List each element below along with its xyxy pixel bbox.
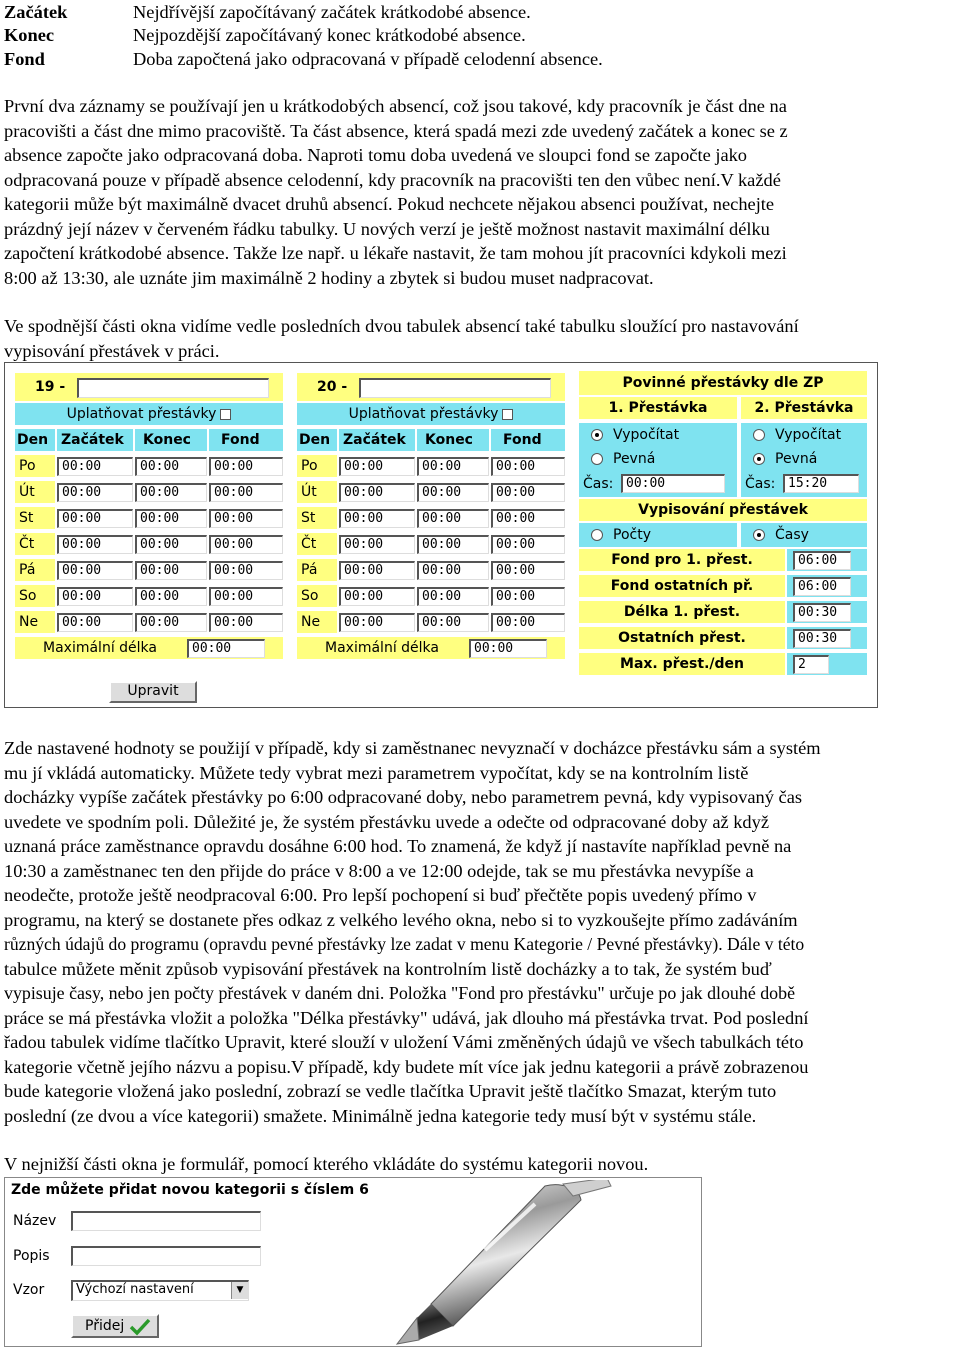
radio-icon[interactable] bbox=[591, 453, 603, 465]
definition-desc: Doba započtená jako odpracovaná v případě celodenní absence. bbox=[133, 49, 603, 69]
description-label: Popis bbox=[13, 1248, 50, 1264]
fund-input[interactable]: 00:00 bbox=[491, 457, 565, 476]
day-cell: So bbox=[15, 585, 55, 607]
fund-input[interactable]: 00:00 bbox=[491, 535, 565, 554]
setting-label: Délka 1. přest. bbox=[579, 601, 785, 623]
start-input[interactable]: 00:00 bbox=[57, 535, 133, 554]
fund-input[interactable]: 00:00 bbox=[209, 561, 283, 580]
text-line: neodečte, protože ještě neodpracoval 6:00. Pro lepší pochopení si buď přečtěte popis uvedený přímo v bbox=[4, 885, 757, 905]
start-input[interactable]: 00:00 bbox=[339, 457, 415, 476]
paragraph-4: V nejnižší části okna je formulář, pomocí kterého vkládáte do systému kategorii novou. bbox=[4, 1154, 649, 1174]
break-2-calc-option[interactable] bbox=[741, 423, 867, 447]
header-den: Den bbox=[297, 429, 337, 451]
text-line: Ve spodnější části okna vidíme vedle posledních dvou tabulek absencí také tabulku sloužící pro nastavování bbox=[4, 316, 799, 336]
day-cell: Út bbox=[297, 481, 337, 503]
radio-selected-icon[interactable] bbox=[753, 453, 765, 465]
start-input[interactable]: 00:00 bbox=[339, 535, 415, 554]
end-input[interactable]: 00:00 bbox=[135, 457, 207, 476]
start-input[interactable]: 00:00 bbox=[57, 613, 133, 632]
category-name-input[interactable] bbox=[77, 378, 269, 398]
start-input[interactable]: 00:00 bbox=[339, 613, 415, 632]
end-input[interactable]: 00:00 bbox=[417, 535, 489, 554]
break-1-calc-option[interactable] bbox=[579, 423, 737, 447]
template-select[interactable] bbox=[71, 1280, 249, 1301]
day-cell: Ne bbox=[297, 611, 337, 633]
fund-input[interactable]: 00:00 bbox=[209, 587, 283, 606]
end-input[interactable]: 00:00 bbox=[417, 561, 489, 580]
end-input[interactable]: 00:00 bbox=[135, 613, 207, 632]
day-cell: Po bbox=[15, 455, 55, 477]
category-name-input[interactable] bbox=[359, 378, 551, 398]
day-cell: Čt bbox=[15, 533, 55, 555]
day-cell: Čt bbox=[297, 533, 337, 555]
fund-input[interactable]: 00:00 bbox=[209, 457, 283, 476]
start-input[interactable]: 00:00 bbox=[339, 561, 415, 580]
end-input[interactable]: 00:00 bbox=[135, 509, 207, 528]
end-input[interactable]: 00:00 bbox=[417, 457, 489, 476]
text-line: kategorie včetně jejího názvu a popisu.V případě, kdy budete mít více jak jednu kategorii a právě zobrazenou bbox=[4, 1056, 809, 1077]
start-input[interactable]: 00:00 bbox=[57, 509, 133, 528]
text-line: vypisuje časy, nebo jen počty přestávek v daném dni. Položka "Fond pro přestávku" určuje po jak dlouhé době bbox=[4, 983, 796, 1003]
absence-table-20 bbox=[297, 373, 565, 656]
text-line: absence započte jako odpracovaná doba. Naproti tomu doba uvedená ve sloupci fond se započte jako bbox=[4, 145, 747, 165]
setting-label: Fond pro 1. přest. bbox=[579, 549, 785, 571]
text-line: vypisování přestávek v práci. bbox=[4, 340, 220, 361]
form-title: Zde můžete přidat novou kategorii s číslem 6 bbox=[11, 1182, 369, 1198]
listing-title: Vypisování přestávek bbox=[579, 499, 867, 521]
text-line: uznaná práce zaměstnance opravdu dosáhne 6:00 hod. To znamená, že když jí nastavíte například pevně na bbox=[4, 836, 792, 856]
counts-label: Počty bbox=[613, 527, 651, 543]
new-category-form bbox=[4, 1177, 702, 1347]
setting-input[interactable]: 06:00 bbox=[793, 577, 851, 596]
apply-breaks-checkbox[interactable] bbox=[220, 409, 231, 420]
text-line: prázdný její název v červeném řádku tabulky. U nových verzí je ještě možnost nastavit maximální délku bbox=[4, 218, 770, 239]
start-input[interactable]: 00:00 bbox=[57, 561, 133, 580]
fund-input[interactable]: 00:00 bbox=[209, 483, 283, 502]
text-line: řadou tabulek vidíme tlačítko Upravit, které slouží v uložení Vámi změněných údajů ve všech tabulkách této bbox=[4, 1032, 804, 1052]
setting-input[interactable]: 06:00 bbox=[793, 551, 851, 570]
radio-selected-icon[interactable] bbox=[591, 429, 603, 441]
max-length-label: Maximální délka bbox=[325, 640, 439, 656]
listing-counts-option[interactable] bbox=[579, 523, 737, 547]
text-line: 8:00 až 13:30, ale uznáte jim maximálně 2 hodiny a zbytek si budou muset nadpracovat. bbox=[4, 267, 654, 288]
template-select-value: Výchozí nastavení bbox=[76, 1282, 194, 1297]
break-1-header: 1. Přestávka bbox=[579, 397, 737, 419]
radio-selected-icon[interactable] bbox=[753, 529, 765, 541]
description-input[interactable] bbox=[71, 1246, 261, 1266]
time-label: Čas: bbox=[583, 476, 614, 492]
text-line: Zde nastavené hodnoty se použijí v případě, kdy si zaměstnanec nevyznačí v docházce přestávku sám a systém bbox=[4, 738, 821, 758]
text-line: mu jí vkládá automaticky. Můžete tedy vybrat mezi parametrem vypočítat, kdy se na kontrolním listě bbox=[4, 762, 749, 783]
end-input[interactable]: 00:00 bbox=[135, 587, 207, 606]
text-line: poslední (ze dvou a více kategorii) smažete. Minimálně jedna kategorie tedy musí být v systému stále. bbox=[4, 1105, 757, 1126]
setting-input[interactable]: 00:30 bbox=[793, 629, 851, 648]
fund-input[interactable]: 00:00 bbox=[491, 509, 565, 528]
break-1-fixed-option[interactable] bbox=[579, 447, 737, 471]
time-label: Čas: bbox=[745, 476, 776, 492]
end-input[interactable]: 00:00 bbox=[417, 483, 489, 502]
definition-desc: Nejdřívější započítávaný začátek krátkodobé absence. bbox=[133, 2, 531, 22]
day-cell: St bbox=[15, 507, 55, 529]
checkmark-icon bbox=[129, 1318, 151, 1336]
header-konec: Konec bbox=[135, 429, 207, 451]
text-line: uvedete ve spodním poli. Důležité je, že systém přestávku uvede a odečte od odpracované doby až když bbox=[4, 811, 769, 832]
pen-icon bbox=[335, 1180, 695, 1346]
apply-breaks-label: Uplatňovat přestávky bbox=[348, 406, 499, 422]
header-zacatek: Začátek bbox=[57, 429, 133, 451]
start-input[interactable]: 00:00 bbox=[339, 587, 415, 606]
end-input[interactable]: 00:00 bbox=[135, 561, 207, 580]
breaks-panel bbox=[579, 371, 867, 677]
day-cell: St bbox=[297, 507, 337, 529]
day-cell: Ne bbox=[15, 611, 55, 633]
start-input[interactable]: 00:00 bbox=[339, 509, 415, 528]
listing-times-option[interactable] bbox=[741, 523, 867, 547]
setting-input[interactable]: 00:30 bbox=[793, 603, 851, 622]
start-input[interactable]: 00:00 bbox=[57, 457, 133, 476]
apply-breaks-row bbox=[15, 403, 283, 425]
calc-label: Vypočítat bbox=[775, 427, 842, 443]
template-label: Vzor bbox=[13, 1282, 45, 1298]
fixed-label: Pevná bbox=[775, 451, 818, 467]
fund-input[interactable]: 00:00 bbox=[491, 483, 565, 502]
start-input[interactable]: 00:00 bbox=[57, 483, 133, 502]
absence-table-19 bbox=[15, 373, 283, 656]
day-cell: Út bbox=[15, 481, 55, 503]
times-label: Časy bbox=[775, 527, 809, 543]
text-line: 10:30 a zaměstnanec ten den přijde do práce v 8:00 a ve 12:00 odejde, tak se mu přestávka nevypíše a bbox=[4, 860, 754, 881]
start-input[interactable]: 00:00 bbox=[57, 587, 133, 606]
text-line: odpracovaná pouze v případě absence celodenní, kdy pracovník na pracovišti ten den vůbec není.V každé bbox=[4, 169, 781, 190]
break-1-time-input[interactable]: 00:00 bbox=[621, 474, 725, 493]
apply-breaks-row bbox=[297, 403, 565, 425]
text-line: bude kategorie vložená jako poslední, zobrazí se vedle tlačítka Upravit ještě tlačítko Smazat, kterým tuto bbox=[4, 1081, 777, 1101]
end-input[interactable]: 00:00 bbox=[135, 483, 207, 502]
end-input[interactable]: 00:00 bbox=[135, 535, 207, 554]
table-number: 19 - bbox=[35, 379, 66, 395]
fund-input[interactable]: 00:00 bbox=[491, 613, 565, 632]
apply-breaks-checkbox[interactable] bbox=[502, 409, 513, 420]
radio-icon[interactable] bbox=[591, 529, 603, 541]
break-2-fixed-option[interactable] bbox=[741, 447, 867, 471]
day-cell: So bbox=[297, 585, 337, 607]
setting-label: Fond ostatních př. bbox=[579, 575, 785, 597]
text-line: docházky vypíše začátek přestávky po 6:00 odpracované doby, nebo parametrem pevná, kdy vypisovaný čas bbox=[4, 787, 803, 807]
chevron-down-icon[interactable]: ▼ bbox=[231, 1282, 248, 1299]
breaks-title: Povinné přestávky dle ZP bbox=[579, 371, 867, 395]
text-line: První dva záznamy se používají jen u krátkodobých absencí, což jsou takové, kdy pracovník je část dne na bbox=[4, 96, 787, 116]
name-input[interactable] bbox=[71, 1211, 261, 1231]
text-line: tabulce můžete měnit způsob vypisování přestávek na kontrolním listě docházky a to tak, že systém buď bbox=[4, 958, 772, 979]
header-den: Den bbox=[15, 429, 55, 451]
fund-input[interactable]: 00:00 bbox=[209, 535, 283, 554]
fund-input[interactable]: 00:00 bbox=[491, 561, 565, 580]
header-fond: Fond bbox=[209, 429, 283, 451]
end-input[interactable]: 00:00 bbox=[417, 587, 489, 606]
add-button-label: Přidej bbox=[85, 1318, 125, 1334]
settings-screenshot bbox=[4, 362, 878, 708]
break-2-time-input[interactable]: 15:20 bbox=[783, 474, 859, 493]
text-line: práce se má přestávka vložit a položka "Délka přestávky" udává, jak dlouho má přestávka trvat. Pod poslední bbox=[4, 1007, 809, 1028]
definition-term: Začátek bbox=[4, 2, 68, 22]
definition-term: Fond bbox=[4, 49, 45, 69]
day-cell: Po bbox=[297, 455, 337, 477]
radio-icon[interactable] bbox=[753, 429, 765, 441]
end-input[interactable]: 00:00 bbox=[417, 613, 489, 632]
apply-breaks-label: Uplatňovat přestávky bbox=[66, 406, 217, 422]
text-line: kategorii může být maximálně dvacet druhů absencí. Pokud nechcete nějakou absenci používat, nechejte bbox=[4, 194, 775, 214]
calc-label: Vypočítat bbox=[613, 427, 680, 443]
text-line: pracovišti a část dne mimo pracoviště. Ta část absence, která spadá mezi zde uvedený začátek a konec se z bbox=[4, 120, 788, 141]
definition-term: Konec bbox=[4, 25, 55, 45]
break-2-header: 2. Přestávka bbox=[741, 397, 867, 419]
definition-desc: Nejpozdější započítávaný konec krátkodobé absence. bbox=[133, 25, 526, 45]
max-length-input[interactable]: 00:00 bbox=[187, 639, 265, 658]
add-button[interactable] bbox=[71, 1314, 159, 1338]
day-cell: Pá bbox=[15, 559, 55, 581]
text-line: programu, na který se dostanete přes odkaz z velkého levého okna, nebo si to vyzkoušejte přímo zadáváním bbox=[4, 909, 798, 930]
header-fond: Fond bbox=[491, 429, 565, 451]
name-label: Název bbox=[13, 1213, 57, 1229]
max-length-label: Maximální délka bbox=[43, 640, 157, 656]
setting-label: Max. přest./den bbox=[579, 653, 785, 675]
fund-input[interactable]: 00:00 bbox=[491, 587, 565, 606]
day-cell: Pá bbox=[297, 559, 337, 581]
header-zacatek: Začátek bbox=[339, 429, 415, 451]
fund-input[interactable]: 00:00 bbox=[209, 613, 283, 632]
text-line: různých údajů do programu (opravdu pevné přestávky lze zadat v menu Kategorie / Pevné přestávky). Dále v této bbox=[4, 934, 805, 954]
update-button[interactable]: Upravit bbox=[109, 681, 197, 703]
end-input[interactable]: 00:00 bbox=[417, 509, 489, 528]
start-input[interactable]: 00:00 bbox=[339, 483, 415, 502]
fund-input[interactable]: 00:00 bbox=[209, 509, 283, 528]
setting-label: Ostatních přest. bbox=[579, 627, 785, 649]
setting-input[interactable]: 2 bbox=[793, 655, 829, 674]
header-konec: Konec bbox=[417, 429, 489, 451]
table-number: 20 - bbox=[317, 379, 348, 395]
text-line: započtení krátkodobé absence. Takže lze např. u lékaře nastavit, že tam mohou jít pracovníci kdykoli mezi bbox=[4, 243, 787, 263]
max-length-input[interactable]: 00:00 bbox=[469, 639, 547, 658]
fixed-label: Pevná bbox=[613, 451, 656, 467]
